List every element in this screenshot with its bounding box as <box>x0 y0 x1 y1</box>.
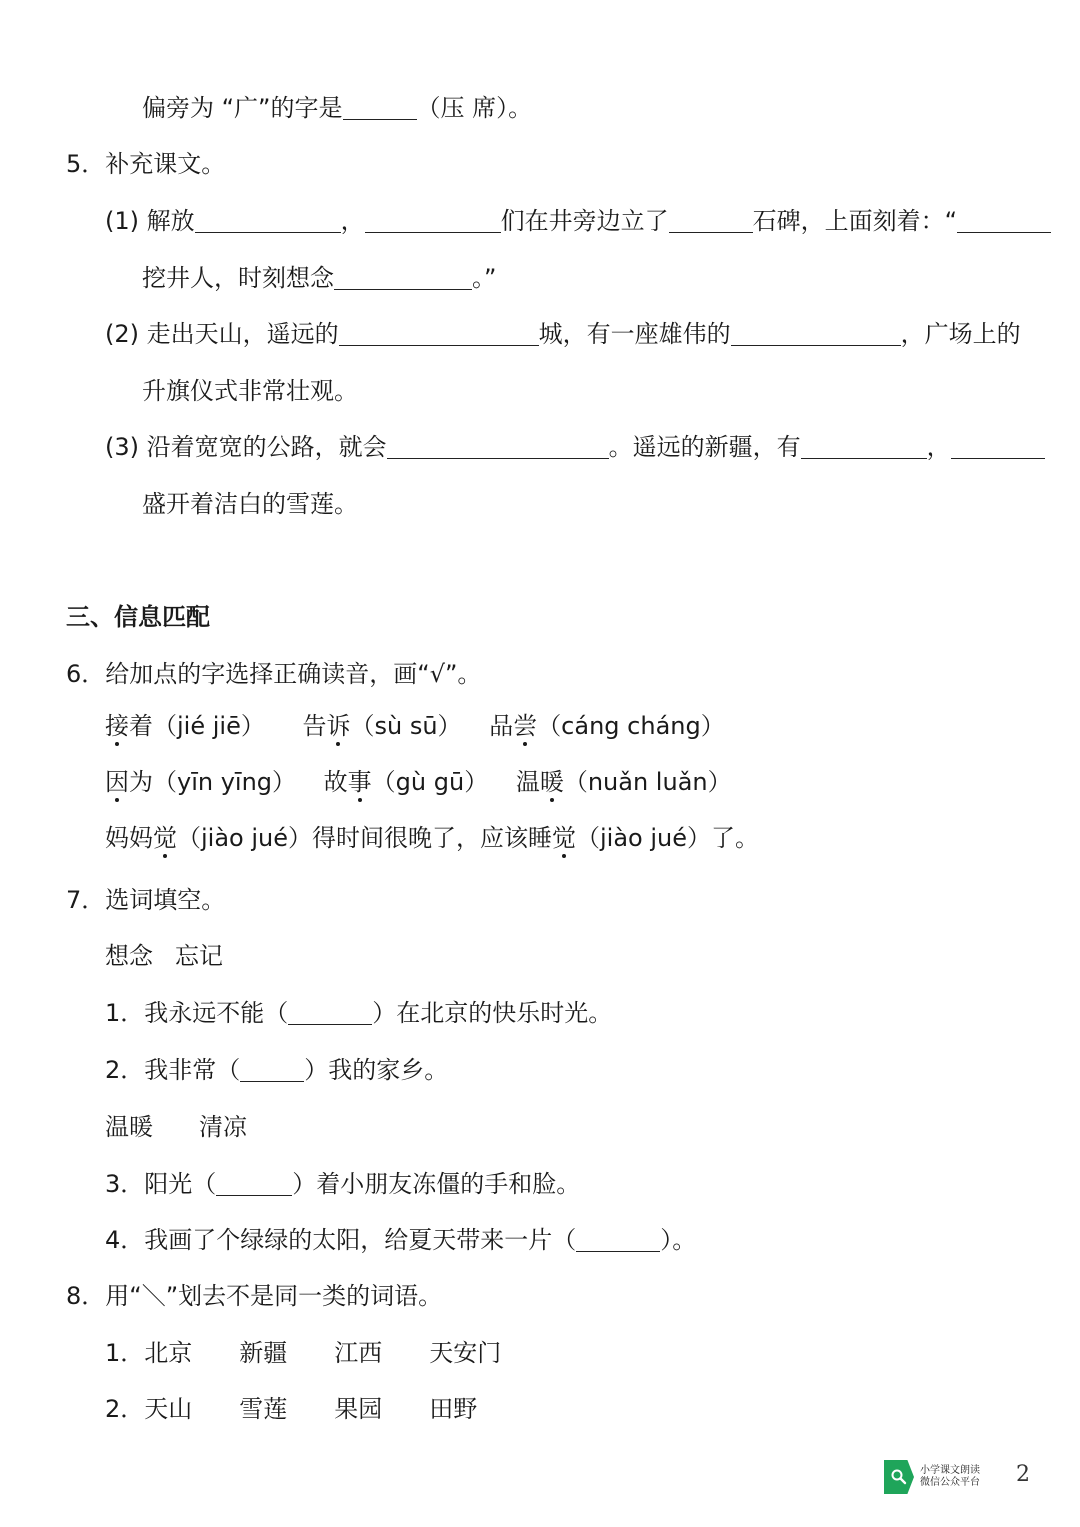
blank[interactable] <box>288 998 372 1025</box>
blank[interactable] <box>951 432 1045 459</box>
q7-title: 7．选词填空。 <box>66 886 226 914</box>
text: 了。 <box>711 824 759 852</box>
q5-item2-line2: 升旗仪式非常壮观。 <box>142 377 358 405</box>
q4-tail-line <box>142 92 532 124</box>
word: 温暖 <box>105 1113 153 1141</box>
badge-line: 微信公众平台 <box>920 1477 980 1488</box>
q7-word-bank-2 <box>105 1111 247 1143</box>
word[interactable]: 新疆 <box>239 1339 288 1367</box>
word[interactable]: 天山 <box>144 1395 193 1423</box>
pinyin-options[interactable]: （sù sū） <box>350 712 462 740</box>
item-number: 2． <box>105 1395 145 1423</box>
word[interactable]: 果园 <box>334 1395 383 1423</box>
text: 得时间很晚了，应该睡 <box>312 824 552 852</box>
q8-row-2 <box>105 1393 477 1425</box>
item-number: (3) <box>105 433 139 461</box>
q7-sentence-2 <box>105 1054 448 1086</box>
text: 走出天山，遥远的 <box>146 320 339 348</box>
text: 沿着宽宽的公路，就会 <box>146 433 387 461</box>
dotted-char: 觉 <box>552 824 576 852</box>
text: 温 <box>515 768 540 796</box>
q7-sentence-4 <box>105 1224 696 1256</box>
text: 品 <box>489 712 514 740</box>
q6-row3 <box>105 822 759 854</box>
dotted-char: 尝 <box>513 712 538 740</box>
blank[interactable] <box>801 432 927 459</box>
blank[interactable] <box>339 319 539 346</box>
blank[interactable] <box>957 206 1051 233</box>
q8-title: 8．用“＼”划去不是同一类的词语。 <box>66 1282 443 1310</box>
text: ， <box>926 433 951 461</box>
item-number: (1) <box>105 207 139 235</box>
word[interactable]: 天安门 <box>429 1339 502 1367</box>
word[interactable]: 江西 <box>334 1339 383 1367</box>
text: 3．阳光（ <box>105 1170 217 1198</box>
blank[interactable] <box>365 206 501 233</box>
pinyin-item <box>105 712 265 740</box>
text: ）。 <box>660 1226 697 1254</box>
q6-row2 <box>105 766 732 798</box>
pinyin-options[interactable]: （yīn yīng） <box>153 768 297 796</box>
pinyin-item <box>324 768 489 796</box>
text: 妈妈 <box>105 824 153 852</box>
blank[interactable] <box>334 263 472 290</box>
text: 挖井人，时刻想念 <box>142 264 334 292</box>
word[interactable]: 田野 <box>429 1395 478 1423</box>
q8-row-1 <box>105 1337 501 1369</box>
word[interactable]: 雪莲 <box>239 1395 288 1423</box>
q5-title: 5．补充课文。 <box>66 150 226 178</box>
search-icon <box>884 1460 914 1494</box>
word: 想念 <box>105 942 153 970</box>
q7-sentence-1 <box>105 997 612 1029</box>
pinyin-options[interactable]: （cáng cháng） <box>537 712 725 740</box>
pinyin-options[interactable]: （jié jiē） <box>153 712 265 740</box>
wechat-badge <box>884 1460 1004 1494</box>
q6-title: 6．给加点的字选择正确读音，画“√”。 <box>66 660 482 688</box>
q7-sentence-3 <box>105 1168 580 1200</box>
blank[interactable] <box>731 319 901 346</box>
section-heading: 三、信息匹配 <box>66 603 210 631</box>
text: 告 <box>302 712 327 740</box>
text: ， <box>340 207 365 235</box>
q5-item3-line2: 盛开着洁白的雪莲。 <box>142 490 358 518</box>
pinyin-options[interactable]: （nuǎn luǎn） <box>563 768 732 796</box>
blank[interactable] <box>576 1225 660 1252</box>
text: 城，有一座雄伟的 <box>538 320 731 348</box>
q6-row1 <box>105 710 725 742</box>
text: 着 <box>129 712 153 740</box>
dotted-char: 觉 <box>153 824 177 852</box>
q7-word-bank-1 <box>105 940 223 972</box>
text: 为 <box>129 768 153 796</box>
q5-item2-line1 <box>105 318 1021 350</box>
word: 清凉 <box>199 1113 247 1141</box>
page-number: 2 <box>1016 1462 1030 1487</box>
item-number: 1． <box>105 1339 145 1367</box>
text: 故 <box>323 768 348 796</box>
text: ）着小朋友冻僵的手和脸。 <box>292 1170 581 1198</box>
text: 2．我非常（ <box>105 1056 241 1084</box>
dotted-char: 接 <box>105 712 129 740</box>
dotted-char: 因 <box>105 768 129 796</box>
text: 。遥远的新疆，有 <box>608 433 801 461</box>
word: 忘记 <box>175 942 223 970</box>
item-number: (2) <box>105 320 139 348</box>
pinyin-item <box>489 712 725 740</box>
badge-text <box>920 1465 980 1489</box>
blank[interactable] <box>343 93 417 120</box>
pinyin-options[interactable]: （jiào jué） <box>576 824 711 852</box>
dotted-char: 事 <box>347 768 372 796</box>
text: 4．我画了个绿绿的太阳，给夏天带来一片（ <box>105 1226 577 1254</box>
text: ）在北京的快乐时光。 <box>372 999 613 1027</box>
pinyin-item <box>105 768 296 796</box>
text: 。” <box>472 264 497 292</box>
text: 1．我永远不能（ <box>105 999 289 1027</box>
blank[interactable] <box>387 432 609 459</box>
pinyin-item <box>516 768 732 796</box>
dotted-char: 诉 <box>326 712 351 740</box>
blank[interactable] <box>195 206 341 233</box>
pinyin-item <box>302 712 461 740</box>
blank[interactable] <box>240 1055 304 1082</box>
q4-options: （压 席）。 <box>416 94 533 122</box>
blank[interactable] <box>669 206 753 233</box>
pinyin-options[interactable]: （gù gū） <box>371 768 489 796</box>
dotted-char: 暖 <box>539 768 564 796</box>
q5-item1-line1 <box>105 205 1051 237</box>
q5-item1-line2 <box>142 262 496 294</box>
q5-item3-line1 <box>105 431 1045 463</box>
badge-line: 小学课文朗读 <box>920 1465 980 1476</box>
text: 们在井旁边立了 <box>500 207 669 235</box>
text: ，广场上的 <box>900 320 1021 348</box>
pinyin-options[interactable]: （jiào jué） <box>177 824 312 852</box>
q4-text: 偏旁为 “广”的字是 <box>142 94 343 122</box>
text: 石碑，上面刻着：“ <box>752 207 958 235</box>
text: 解放 <box>146 207 195 235</box>
word[interactable]: 北京 <box>144 1339 193 1367</box>
blank[interactable] <box>216 1169 292 1196</box>
text: ）我的家乡。 <box>304 1056 449 1084</box>
